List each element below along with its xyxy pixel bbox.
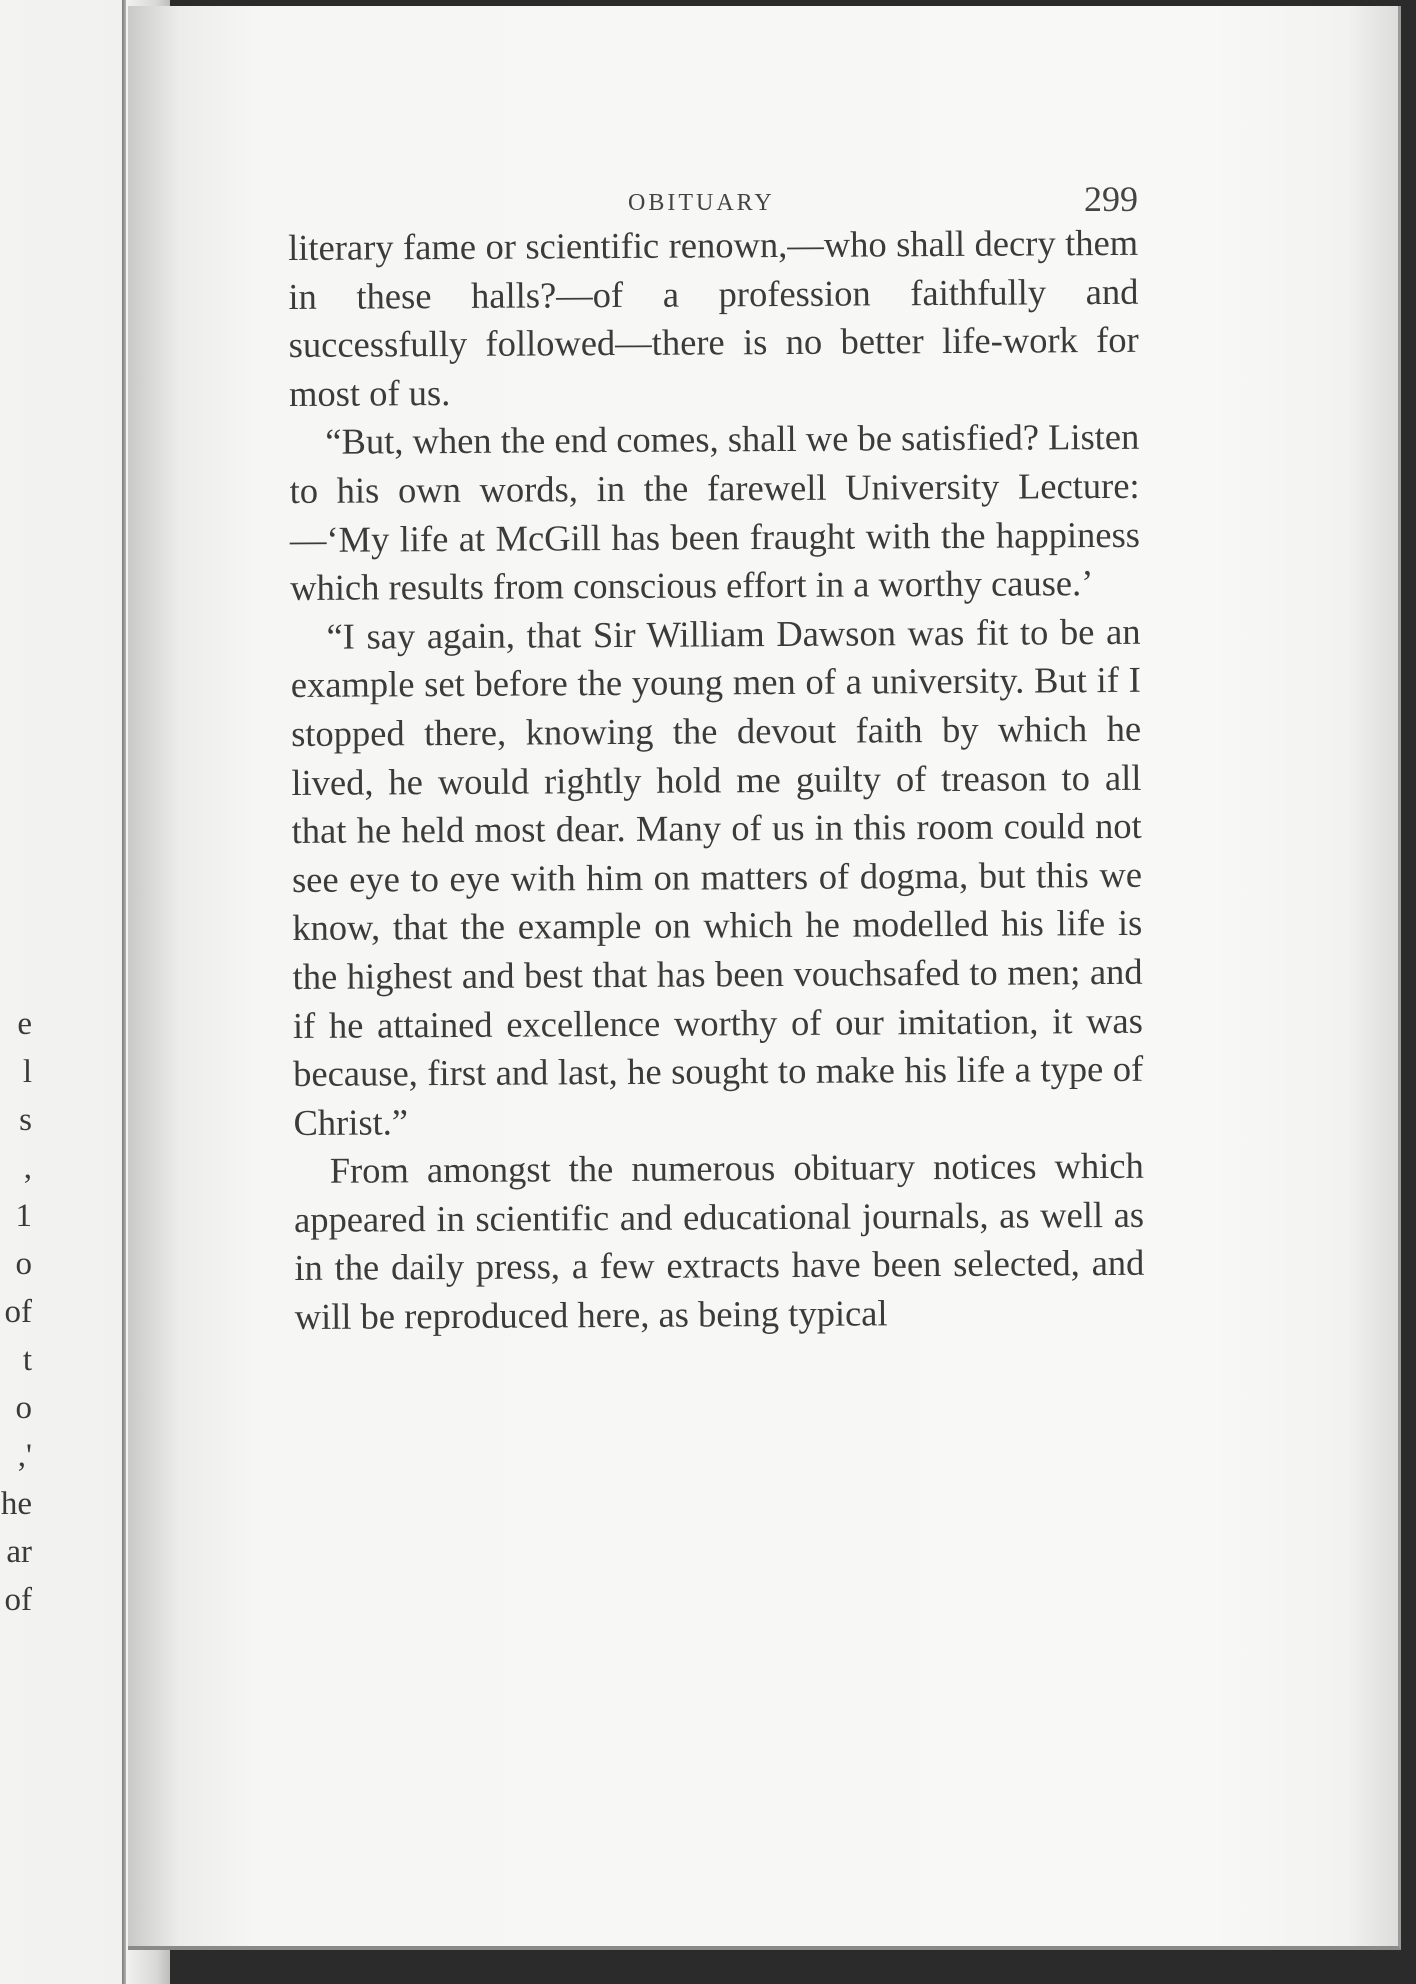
book-page	[128, 6, 1401, 1950]
fragment: e	[17, 1006, 32, 1042]
paragraph: “But, when the end comes, shall we be satisfied? Listen to his own words, in the farewell University Lecture:—‘My life at McGill has been fraught with the happiness which results from conscious effort in a worthy cause.’	[289, 416, 1141, 609]
fragment: of	[4, 1294, 32, 1330]
fragment: ,	[23, 1150, 32, 1186]
fragment: of	[4, 1582, 32, 1618]
fragment: t	[22, 1342, 32, 1378]
fragment: l	[22, 1054, 32, 1090]
running-head-title: OBITUARY	[628, 190, 775, 216]
fragment: s	[19, 1102, 32, 1138]
fragment: o	[15, 1390, 32, 1426]
fragment: ,'	[17, 1438, 32, 1474]
body-text	[288, 219, 1145, 1342]
page-content	[288, 168, 1268, 1342]
facing-page-text-fragments	[0, 1000, 32, 1624]
fragment: o	[15, 1246, 32, 1282]
fragment: 1	[15, 1198, 32, 1234]
page-number: 299	[1084, 179, 1138, 219]
paragraph: literary fame or scientific renown,—who shall decry them in these halls?—of a profession faithfully and successfully followed—there is no better life-work for most of us.	[288, 221, 1139, 414]
paragraph: From amongst the numerous obituary notices which appeared in scientific and educational journals, as well as in the daily press, a few extracts have been selected, and will be reproduced here, as being typical	[293, 1145, 1145, 1338]
paragraph: “I say again, that Sir William Dawson was fit to be an example set before the young men of a university. But if I stopped there, knowing the devout faith by which he lived, he would rightly hold me guilty of treason to all that he held most dear. Many of us in this room could not see eye to eye with him on matters of dogma, but this we know, that the example on which he modelled his life is the highest and best that has been vouchsafed to men; and if he attained excellence worthy of our imitation, it was because, first and last, he sought to make his life a type of Christ.”	[290, 610, 1144, 1143]
fragment: he	[0, 1486, 32, 1522]
fragment: ar	[6, 1534, 32, 1570]
book-gutter	[122, 0, 126, 1984]
